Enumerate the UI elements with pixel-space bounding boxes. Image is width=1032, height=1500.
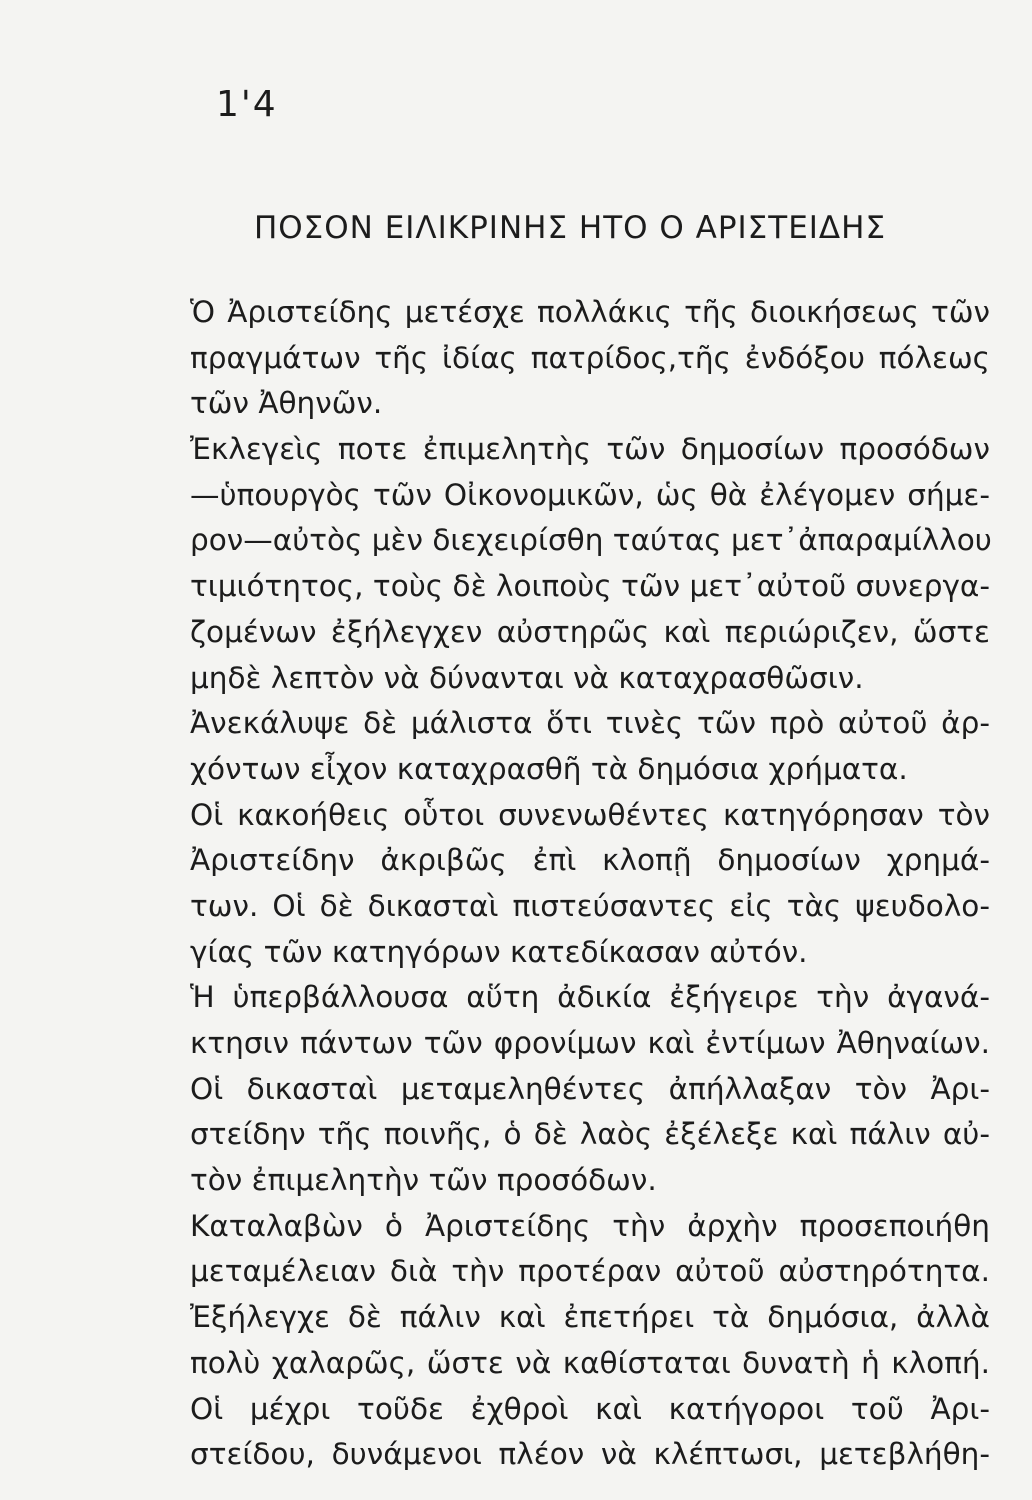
text-line: πολὺ χαλαρῶς, ὥστε νὰ καθίσταται δυνατὴ ἡ κλοπή. — [190, 1345, 990, 1380]
text-line: τιμιότητος, τοὺς δὲ λοιποὺς τῶν μετ᾽αὐτοῦ συνεργα- — [190, 569, 990, 604]
text-line: ρον—αὐτὸς μὲν διεχειρίσθη ταύτας μετ᾽ἀπαραμίλλου — [190, 523, 992, 558]
text-line: Ἀριστείδην ἀκριβῶς ἐπὶ κλοπῇ δημοσίων χρημά- — [190, 843, 990, 878]
text-line: χόντων εἶχον καταχρασθῆ τὰ δημόσια χρήματα. — [190, 751, 908, 786]
text-line: στείδην τῆς ποινῆς, ὁ δὲ λαὸς ἐξέλεξε καὶ πάλιν αὐ- — [190, 1117, 990, 1152]
text-line: μεταμέλειαν διὰ τὴν προτέραν αὐτοῦ αὐστηρότητα. — [190, 1254, 990, 1289]
text-line: μηδὲ λεπτὸν νὰ δύνανται νὰ καταχρασθῶσιν. — [190, 660, 864, 695]
text-line: Οἱ δικασταὶ μεταμεληθέντες ἀπήλλαξαν τὸν Ἀρι- — [190, 1071, 990, 1106]
text-line: Ὁ Ἀριστείδης μετέσχε πολλάκις τῆς διοικήσεως τῶν — [190, 295, 990, 329]
text-line: ζομένων ἐξήλεγχεν αὐστηρῶς καὶ περιώριζεν, ὥστε — [190, 614, 990, 649]
text-line: Ἀνεκάλυψε δὲ μάλιστα ὅτι τινὲς τῶν πρὸ αὐτοῦ ἀρ- — [190, 706, 990, 741]
text-line: γίας τῶν κατηγόρων κατεδίκασαν αὐτόν. — [190, 934, 808, 969]
text-line: Οἱ κακοήθεις οὗτοι συνενωθέντες κατηγόρησαν τὸν — [190, 797, 990, 832]
text-line: τῶν Ἀθηνῶν. — [190, 386, 383, 421]
text-line: Ἐκλεγεὶς ποτε ἐπιμελητὴς τῶν δημοσίων προσόδων — [190, 432, 990, 467]
text-line: στείδου, δυνάμενοι πλέον νὰ κλέπτωσι, μετεβλήθη- — [190, 1437, 990, 1472]
text-line: τὸν ἐπιμελητὴν τῶν προσόδων. — [190, 1163, 657, 1198]
text-line: Ἡ ὑπερβάλλουσα αὕτη ἀδικία ἐξήγειρε τὴν ἀγανά- — [190, 980, 990, 1015]
text-line: Οἱ μέχρι τοῦδε ἐχθροὶ καὶ κατήγοροι τοῦ Ἀρι- — [190, 1391, 990, 1426]
text-line: πραγμάτων τῆς ἰδίας πατρίδος,τῆς ἐνδόξου πόλεως — [190, 340, 990, 375]
body-text — [190, 290, 990, 1478]
text-line: των. Οἱ δὲ δικασταὶ πιστεύσαντες εἰς τὰς ψευδολο- — [190, 888, 990, 923]
text-line: Καταλαβὼν ὁ Ἀριστείδης τὴν ἀρχὴν προσεποιήθη — [190, 1208, 990, 1243]
chapter-title: ΠΟΣΟΝ ΕΙΛΙΚΡΙΝΗΣ ΗΤΟ Ο ΑΡΙΣΤΕΙΔΗΣ — [253, 210, 887, 246]
text-line: —ὑπουργὸς τῶν Οἰκονομικῶν, ὡς θὰ ἐλέγομεν σήμε- — [190, 477, 990, 512]
page-number: 1'4 — [216, 84, 278, 125]
text-line: Ἐξήλεγχε δὲ πάλιν καὶ ἐπετήρει τὰ δημόσια, ἀλλὰ — [190, 1300, 990, 1335]
text-line: κτησιν πάντων τῶν φρονίμων καὶ ἐντίμων Ἀθηναίων. — [190, 1026, 990, 1060]
